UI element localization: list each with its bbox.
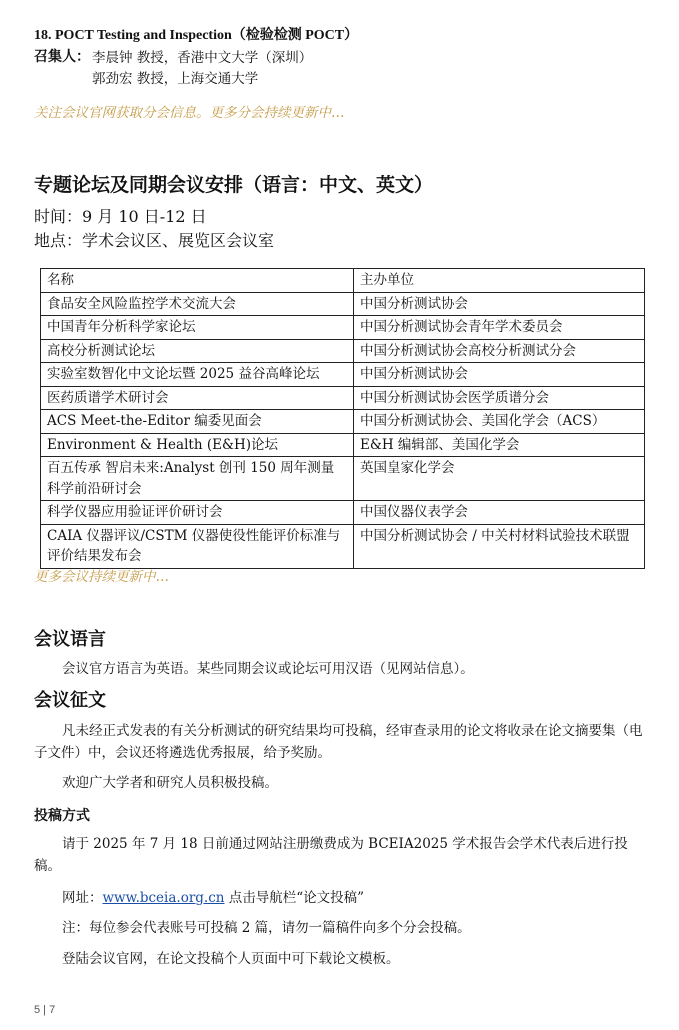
forum-name: 中国青年分析科学家论坛: [41, 316, 354, 340]
section-18-title: 18. POCT Testing and Inspection（检验检测 POCT）: [34, 28, 359, 43]
submission-note: 注：每位参会代表账号可投稿 2 篇，请勿一篇稿件向多个分会投稿。: [62, 920, 471, 936]
convener-label: 召集人：: [34, 49, 90, 65]
url-prefix: 网址：: [62, 890, 103, 906]
header-name: 名称: [41, 269, 354, 293]
forum-name: 食品安全风险监控学术交流大会: [41, 292, 354, 316]
forum-name: 医药质谱学术研讨会: [41, 386, 354, 410]
table-row: [41, 501, 645, 525]
call-paragraph-2: 欢迎广大学者和研究人员积极投稿。: [62, 775, 278, 791]
forum-name: ACS Meet-the-Editor 编委见面会: [41, 410, 354, 434]
convener-1: 李晨钟 教授，香港中文大学（深圳）: [92, 50, 313, 66]
forums-time: 时间：9 月 10 日-12 日: [34, 207, 207, 226]
table-row: [41, 339, 645, 363]
table-header-row: [41, 269, 645, 293]
table-row: [41, 316, 645, 340]
table-row: [41, 363, 645, 387]
submission-template-note: 登陆会议官网，在论文投稿个人页面中可下载论文模板。: [62, 951, 400, 967]
forum-organizer: 英国皇家化学会: [354, 457, 645, 501]
table-row: [41, 410, 645, 434]
language-heading: 会议语言: [34, 629, 106, 650]
table-row: [41, 457, 645, 501]
forum-name: CAIA 仪器评议/CSTM 仪器使役性能评价标准与评价结果发布会: [41, 524, 354, 568]
submission-url-line: [34, 887, 644, 909]
forum-organizer: 中国分析测试协会青年学术委员会: [354, 316, 645, 340]
forum-name: Environment & Health (E&H)论坛: [41, 433, 354, 457]
forum-organizer: 中国分析测试协会: [354, 292, 645, 316]
header-organizer: 主办单位: [354, 269, 645, 293]
url-suffix: 点击导航栏“论文投稿”: [224, 890, 365, 906]
submission-paragraph-1: 请于 2025 年 7 月 18 日前通过网站注册缴费成为 BCEIA2025 学术报告会学术代表后进行投稿。: [34, 836, 628, 874]
forums-table: [40, 268, 645, 569]
forum-organizer: 中国分析测试协会高校分析测试分会: [354, 339, 645, 363]
language-text: 会议官方语言为英语。某些同期会议或论坛可用汉语（见网站信息）。: [62, 661, 474, 677]
forum-name: 实验室数智化中文论坛暨 2025 益谷高峰论坛: [41, 363, 354, 387]
forum-organizer: E&H 编辑部、美国化学会: [354, 433, 645, 457]
forums-update-note: 更多会议持续更新中…: [34, 569, 169, 585]
submission-heading: 投稿方式: [34, 808, 90, 824]
convener-2: 郭劲宏 教授，上海交通大学: [92, 71, 259, 87]
forum-name: 百五传承 智启未来:Analyst 创刊 150 周年测量科学前沿研讨会: [41, 457, 354, 501]
call-paragraph-1: 凡未经正式发表的有关分析测试的研究结果均可投稿，经审查录用的论文将收录在论文摘要集（电子文件）中，会议还将遴选优秀报展，给予奖励。: [34, 723, 643, 761]
forum-organizer: 中国分析测试协会医学质谱分会: [354, 386, 645, 410]
forums-heading: 专题论坛及同期会议安排（语言：中文、英文）: [34, 174, 434, 196]
forum-organizer: 中国分析测试协会: [354, 363, 645, 387]
table-row: [41, 524, 645, 568]
sessions-update-note: 关注会议官网获取分会信息。更多分会持续更新中…: [34, 105, 345, 121]
call-for-papers-heading: 会议征文: [34, 690, 106, 711]
forum-name: 高校分析测试论坛: [41, 339, 354, 363]
table-row: [41, 433, 645, 457]
table-row: [41, 292, 645, 316]
website-link[interactable]: www.bceia.org.cn: [102, 890, 225, 906]
forum-name: 科学仪器应用验证评价研讨会: [41, 501, 354, 525]
forum-organizer: 中国仪器仪表学会: [354, 501, 645, 525]
page-number: 5 | 7: [34, 1004, 56, 1016]
forum-organizer: 中国分析测试协会 / 中关村材料试验技术联盟: [354, 524, 645, 568]
forum-organizer: 中国分析测试协会、美国化学会（ACS）: [354, 410, 645, 434]
table-row: [41, 386, 645, 410]
forums-location: 地点：学术会议区、展览区会议室: [34, 231, 275, 250]
